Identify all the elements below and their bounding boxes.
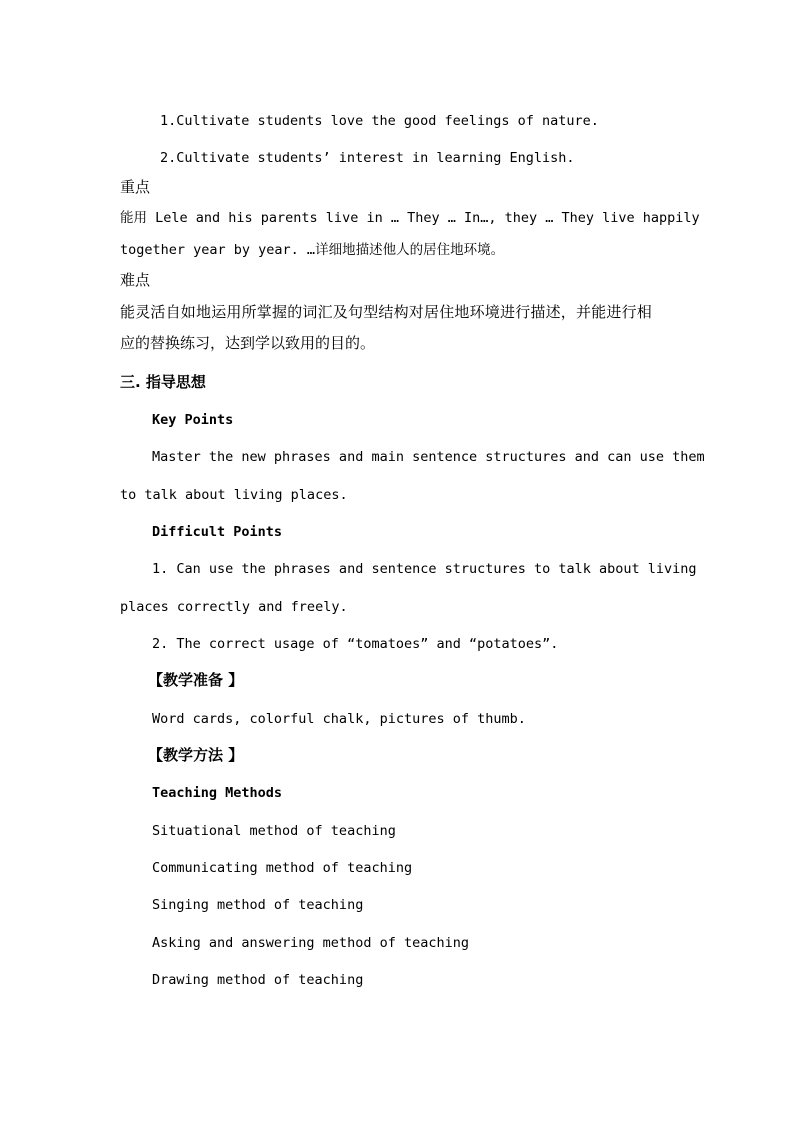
key-points-title: Key Points bbox=[152, 412, 234, 428]
preparation-content: Word cards, colorful chalk, pictures of thumb. bbox=[152, 711, 526, 727]
methods-title: Teaching Methods bbox=[152, 785, 283, 801]
methods-heading: 【教学方法 】 bbox=[148, 746, 244, 764]
key-points-line-2: to talk about living places. bbox=[120, 487, 348, 503]
difficult-point-1-line-1: 1. Can use the phrases and sentence structures to talk about living bbox=[152, 561, 697, 577]
method-item: Drawing method of teaching bbox=[152, 972, 364, 988]
key-point-line-1: 能用 Lele and his parents live in … They … In…, they … They live happily bbox=[120, 210, 700, 226]
difficult-points-title: Difficult Points bbox=[152, 524, 283, 540]
key-point-line-2: together year by year. …详细地描述他人的居住地环境。 bbox=[120, 242, 505, 258]
difficult-point-2: 2. The correct usage of “tomatoes” and “potatoes”. bbox=[152, 636, 559, 652]
method-item: Situational method of teaching bbox=[152, 823, 396, 839]
method-item: Singing method of teaching bbox=[152, 897, 364, 913]
difficult-point-1-line-2: places correctly and freely. bbox=[120, 599, 348, 615]
method-item: Asking and answering method of teaching bbox=[152, 935, 469, 951]
emotion-goal-2: 2.Cultivate students’ interest in learning English. bbox=[160, 150, 575, 166]
emotion-goal-1: 1.Cultivate students love the good feelings of nature. bbox=[160, 113, 599, 129]
difficult-point-line-2: 应的替换练习，达到学以致用的目的。 bbox=[120, 334, 376, 352]
method-item: Communicating method of teaching bbox=[152, 860, 413, 876]
difficult-point-line-1: 能灵活自如地运用所掌握的词汇及句型结构对居住地环境进行描述，并能进行相 bbox=[120, 303, 653, 321]
key-points-line-1: Master the new phrases and main sentence structures and can use them bbox=[152, 449, 705, 465]
difficult-point-heading: 难点 bbox=[120, 271, 151, 289]
section-3-heading: 三. 指导思想 bbox=[120, 373, 206, 391]
key-point-heading: 重点 bbox=[120, 178, 151, 196]
preparation-heading: 【教学准备 】 bbox=[148, 671, 244, 689]
